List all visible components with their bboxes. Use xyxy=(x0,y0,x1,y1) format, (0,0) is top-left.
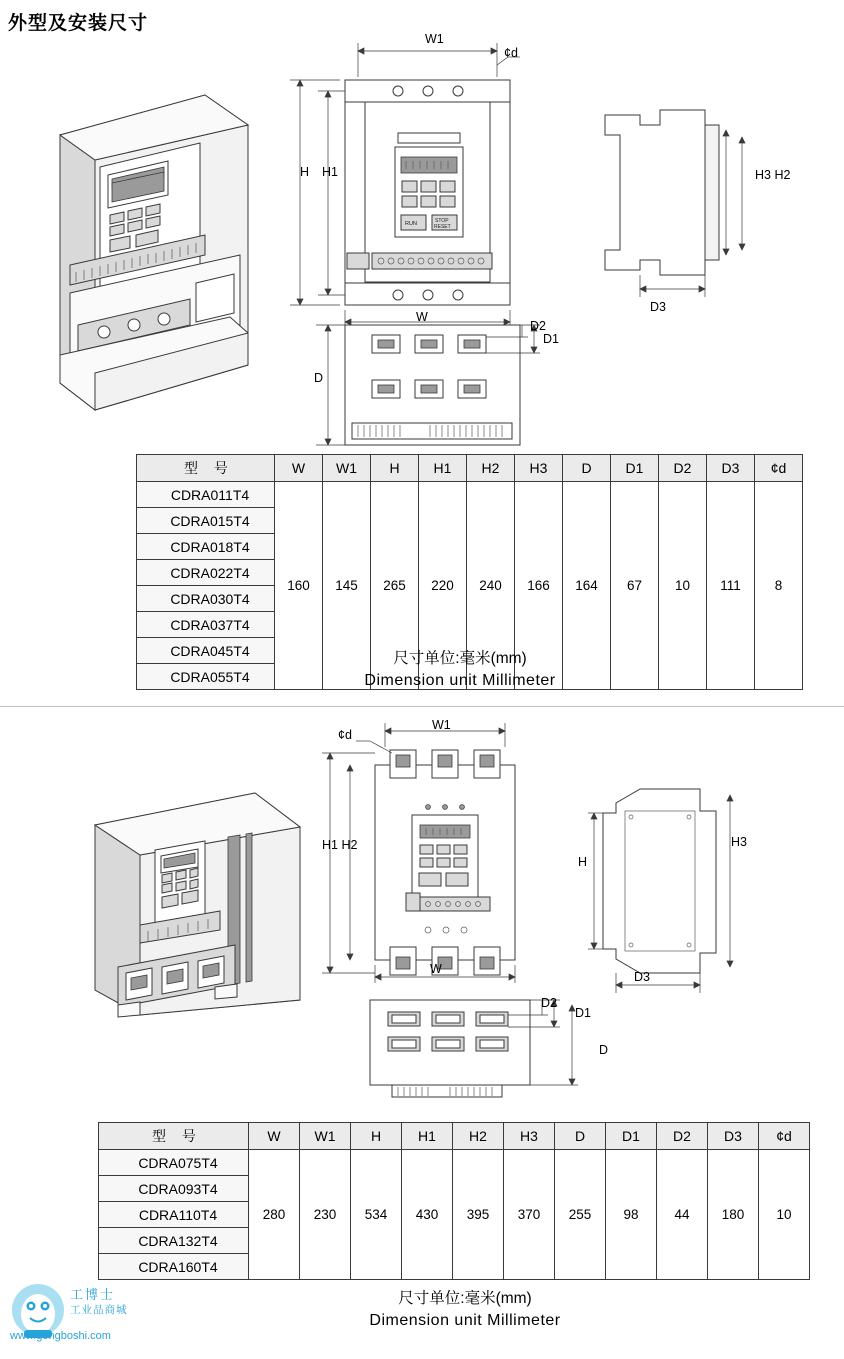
cell-model: CDRA160T4 xyxy=(99,1254,249,1280)
table-row xyxy=(99,1150,810,1176)
label-h-1: H xyxy=(300,165,310,179)
column-header-h2: H2 xyxy=(467,455,515,482)
watermark-sub: 工业品商城 xyxy=(70,1304,128,1316)
cell-d2: 10 xyxy=(659,482,707,690)
column-header-model: 型 号 xyxy=(99,1123,249,1150)
column-header-d2: D2 xyxy=(659,455,707,482)
column-header-w: W xyxy=(249,1123,300,1150)
unit-note-2 xyxy=(250,1288,680,1332)
unit-note-cn-2: 尺寸单位:毫米(mm) xyxy=(398,1290,532,1307)
column-header-d2: D2 xyxy=(657,1123,708,1150)
column-header-h: H xyxy=(371,455,419,482)
column-header-w1: W1 xyxy=(300,1123,351,1150)
cell-w1: 230 xyxy=(300,1150,351,1280)
table-header-row xyxy=(99,1123,810,1150)
cell-d: 164 xyxy=(563,482,611,690)
label-h3-2: H3 xyxy=(731,835,747,849)
column-header-h1: H1 xyxy=(402,1123,453,1150)
label-d2-2: D2 xyxy=(541,996,557,1010)
cell-model: CDRA030T4 xyxy=(137,586,275,612)
cell-model: CDRA110T4 xyxy=(99,1202,249,1228)
label-d-2: D xyxy=(599,1043,609,1057)
cell-h2: 395 xyxy=(453,1150,504,1280)
column-header-d3: D3 xyxy=(707,455,755,482)
svg-text:STOP: STOP xyxy=(435,218,449,224)
unit-note-1 xyxy=(250,648,670,692)
label-w1-1: W1 xyxy=(425,32,444,46)
column-header-model: 型 号 xyxy=(137,455,275,482)
dimension-table-2 xyxy=(98,1122,810,1280)
side-view-2 xyxy=(588,789,733,993)
cell-d2: 44 xyxy=(657,1150,708,1280)
column-header-d1: D1 xyxy=(611,455,659,482)
cell-¢d: 8 xyxy=(755,482,803,690)
cell-h1: 220 xyxy=(419,482,467,690)
column-header-d: D xyxy=(555,1123,606,1150)
unit-note-en-2: Dimension unit Millimeter xyxy=(369,1312,561,1329)
bottom-view-2 xyxy=(370,1000,578,1097)
label-h3-h2-1: H3 H2 xyxy=(755,168,791,182)
cell-h3: 370 xyxy=(504,1150,555,1280)
column-header-h: H xyxy=(351,1123,402,1150)
cell-model: CDRA055T4 xyxy=(137,664,275,690)
device-3d-view-1 xyxy=(60,95,248,410)
cell-d1: 98 xyxy=(606,1150,657,1280)
cell-model: CDRA075T4 xyxy=(99,1150,249,1176)
column-header-h3: H3 xyxy=(504,1123,555,1150)
cell-d1: 67 xyxy=(611,482,659,690)
cell-model: CDRA018T4 xyxy=(137,534,275,560)
cell-w: 280 xyxy=(249,1150,300,1280)
label-diameter-d-1: ¢d xyxy=(504,46,518,60)
watermark-name: 工博士 xyxy=(70,1287,116,1302)
cell-w1: 145 xyxy=(323,482,371,690)
column-header-¢d: ¢d xyxy=(755,455,803,482)
watermark-url: www.gongboshi.com xyxy=(10,1330,111,1342)
page-title: 外型及安装尺寸 xyxy=(8,13,149,34)
label-d-1: D xyxy=(314,371,324,385)
column-header-¢d: ¢d xyxy=(759,1123,810,1150)
front-view-1 xyxy=(290,43,520,330)
label-d1-1: D1 xyxy=(543,332,559,346)
cell-d3: 111 xyxy=(707,482,755,690)
cell-¢d: 10 xyxy=(759,1150,810,1280)
label-d1-2: D1 xyxy=(575,1006,591,1020)
column-header-d1: D1 xyxy=(606,1123,657,1150)
svg-text:RESET: RESET xyxy=(434,224,451,230)
cell-model: CDRA022T4 xyxy=(137,560,275,586)
label-h-2: H xyxy=(578,855,588,869)
side-view-1 xyxy=(605,110,745,297)
bottom-view-1 xyxy=(316,325,540,445)
section1-drawings xyxy=(0,25,844,465)
column-header-d3: D3 xyxy=(708,1123,759,1150)
label-w1-2: W1 xyxy=(432,718,451,732)
cell-model: CDRA037T4 xyxy=(137,612,275,638)
cell-model: CDRA011T4 xyxy=(137,482,275,508)
device-3d-view-2 xyxy=(95,793,300,1017)
column-header-h2: H2 xyxy=(453,1123,504,1150)
cell-d: 255 xyxy=(555,1150,606,1280)
unit-note-en-1: Dimension unit Millimeter xyxy=(364,672,556,689)
section-divider xyxy=(0,706,844,707)
label-diameter-d-2: ¢d xyxy=(338,728,352,742)
table-row xyxy=(137,482,803,508)
svg-text:RUN: RUN xyxy=(405,221,417,227)
cell-h2: 240 xyxy=(467,482,515,690)
table-header-row xyxy=(137,455,803,482)
cell-w: 160 xyxy=(275,482,323,690)
label-w-1: W xyxy=(416,310,428,324)
label-h1-1: H1 xyxy=(322,165,338,179)
column-header-w: W xyxy=(275,455,323,482)
cell-model: CDRA045T4 xyxy=(137,638,275,664)
cell-h3: 166 xyxy=(515,482,563,690)
front-view-2 xyxy=(322,723,515,983)
cell-h: 265 xyxy=(371,482,419,690)
cell-model: CDRA132T4 xyxy=(99,1228,249,1254)
column-header-h3: H3 xyxy=(515,455,563,482)
column-header-h1: H1 xyxy=(419,455,467,482)
cell-model: CDRA015T4 xyxy=(137,508,275,534)
cell-h: 534 xyxy=(351,1150,402,1280)
label-d2-1: D2 xyxy=(530,319,546,333)
label-d3-2: D3 xyxy=(634,970,650,984)
label-d3-1: D3 xyxy=(650,300,666,314)
column-header-d: D xyxy=(563,455,611,482)
section2-drawings xyxy=(0,715,844,1100)
column-header-w1: W1 xyxy=(323,455,371,482)
label-w-2: W xyxy=(430,962,442,976)
unit-note-cn-1: 尺寸单位:毫米(mm) xyxy=(393,650,527,667)
cell-model: CDRA093T4 xyxy=(99,1176,249,1202)
cell-d3: 180 xyxy=(708,1150,759,1280)
cell-h1: 430 xyxy=(402,1150,453,1280)
label-h1-h2-2: H1 H2 xyxy=(322,838,358,852)
